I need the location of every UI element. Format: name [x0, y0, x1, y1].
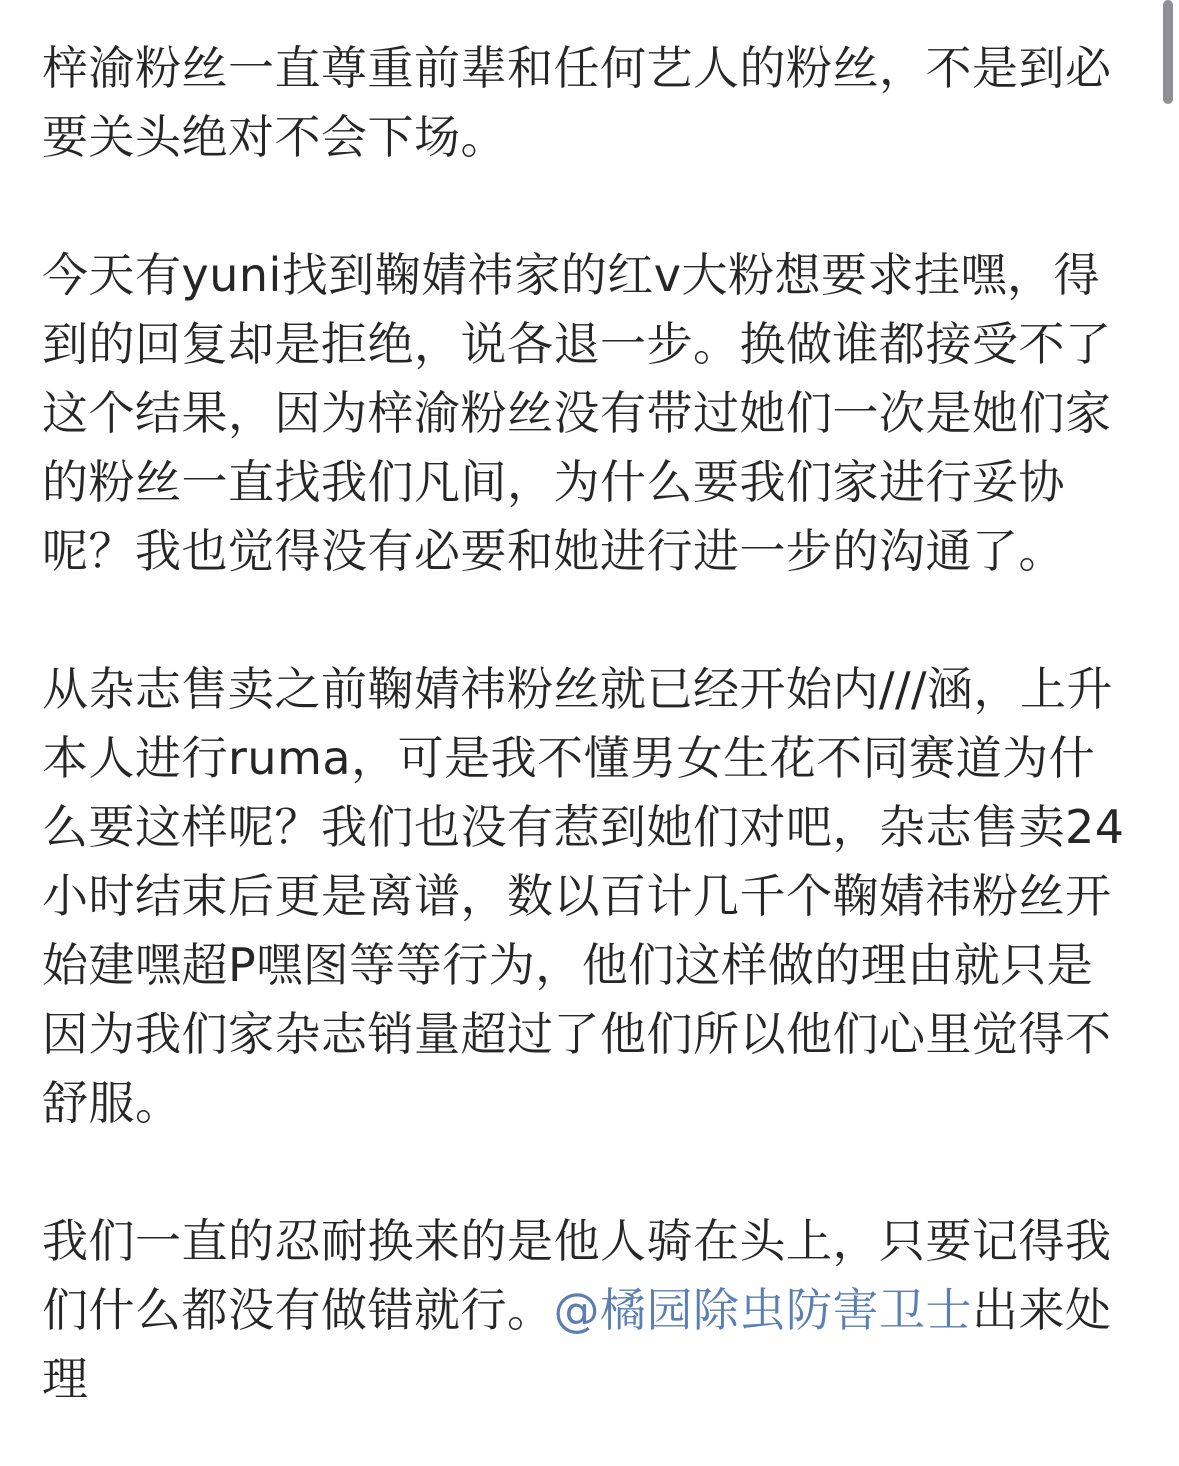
post-paragraph-3: 从杂志售卖之前鞠婧祎粉丝就已经开始内///涵，上升本人进行ruma，可是我不懂男女生花不同赛道为什么要这样呢？我们也没有惹到她们对吧，杂志售卖24小时结束后更是离谱，数以百计几千个鞠婧祎粉丝开始建嘿超P嘿图等等行为，他们这样做的理由就只是因为我们家杂志销量超过了他们所以他们心里觉得不舒服。 [42, 662, 1125, 1130]
paragraph-text-before-mention: 我们一直的忍耐换来的是他人骑在头上，只要记得我们什么都没有做错就行。 [42, 1214, 1112, 1337]
paragraph-text-after-mention: 出来处理 [42, 1283, 1112, 1406]
post-body [42, 34, 1132, 1414]
post-paragraph-4 [42, 1207, 1132, 1414]
user-mention-link[interactable]: @橘园除虫防害卫士 [553, 1283, 972, 1337]
vertical-scrollbar[interactable] [1163, 0, 1173, 104]
post-paragraph-2: 今天有yuni找到鞠婧祎家的红v大粉想要求挂嘿，得到的回复却是拒绝，说各退一步。换做谁都接受不了这个结果，因为梓渝粉丝没有带过她们一次是她们家的粉丝一直找我们凡间，为什么要我们家进行妥协呢？我也觉得没有必要和她进行进一步的沟通了。 [42, 248, 1112, 578]
post-paragraph-1: 梓渝粉丝一直尊重前辈和任何艺人的粉丝，不是到必要关头绝对不会下场。 [42, 41, 1112, 164]
